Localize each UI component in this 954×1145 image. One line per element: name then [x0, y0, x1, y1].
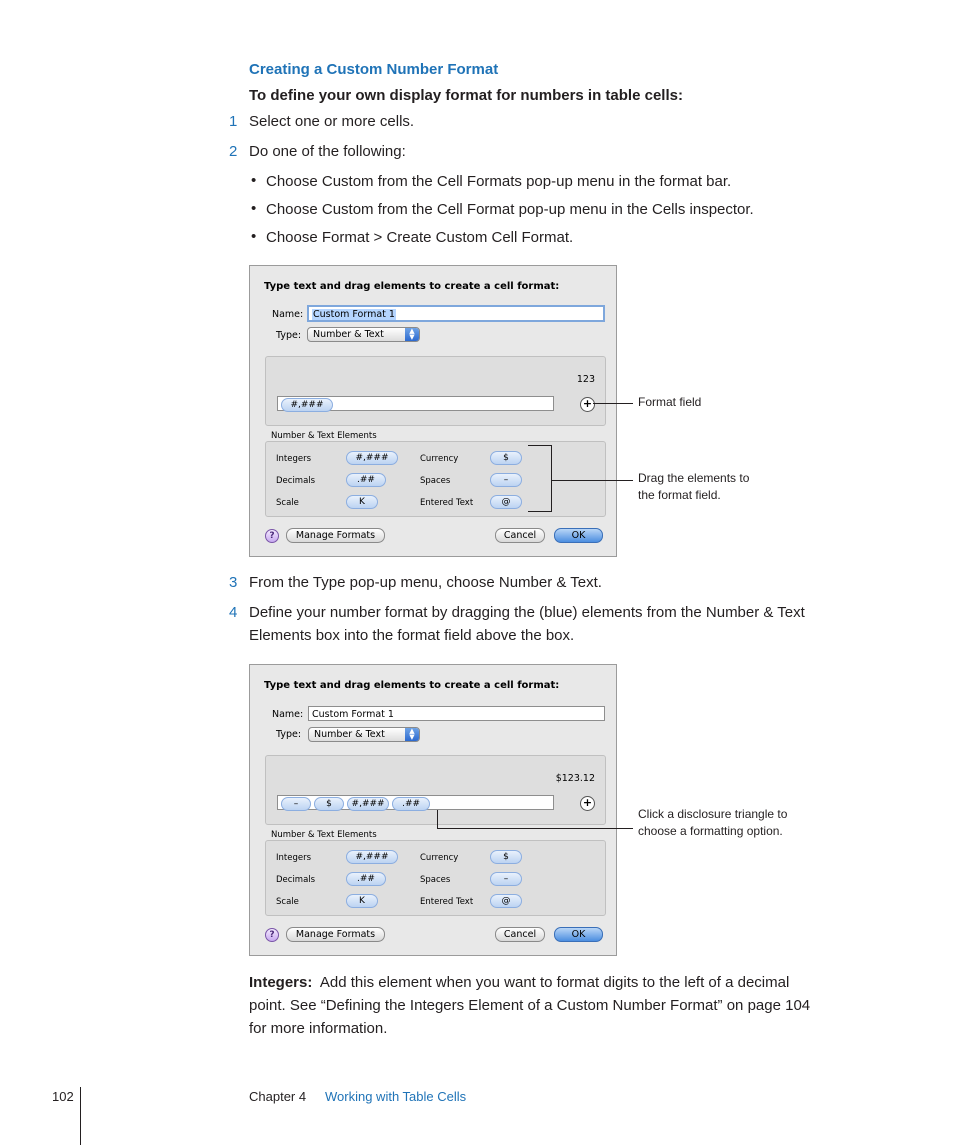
step-number: 1	[229, 113, 238, 130]
help-icon[interactable]: ?	[265, 529, 279, 543]
task-heading: To define your own display format for numbers in table cells:	[249, 87, 683, 104]
step-text: Elements box into the format field above the box.	[249, 627, 575, 644]
step-text: Define your number format by dragging the (blue) elements from the Number & Text	[249, 604, 805, 621]
spaces-token[interactable]: –	[490, 473, 522, 487]
format-field[interactable]	[277, 396, 554, 411]
popup-arrows-icon: ▲ ▼	[405, 728, 419, 741]
format-token[interactable]: –	[281, 797, 311, 811]
integers-token[interactable]: #,###	[346, 850, 398, 864]
step-number: 4	[229, 604, 238, 621]
manage-formats-button[interactable]: Manage Formats	[286, 927, 385, 942]
callout-bracket	[528, 445, 552, 446]
decimals-label: Decimals	[276, 476, 316, 486]
type-popup[interactable]	[308, 727, 420, 742]
bullet-text: Choose Custom from the Cell Format pop-up menu in the Cells inspector.	[266, 201, 754, 218]
add-plus-icon[interactable]: +	[580, 796, 595, 811]
integers-paragraph-line2: point. See “Defining the Integers Element of a Custom Number Format” on page 104	[249, 997, 811, 1014]
callout-disclosure-line1: Click a disclosure triangle to	[638, 807, 788, 821]
popup-arrows-icon: ▲ ▼	[405, 328, 419, 341]
step-number: 2	[229, 143, 238, 160]
cancel-button[interactable]: Cancel	[495, 927, 545, 942]
elements-box	[265, 441, 606, 517]
callout-leader-line	[437, 810, 438, 829]
section-heading: Creating a Custom Number Format	[249, 61, 499, 78]
callout-disclosure-line2: choose a formatting option.	[638, 824, 783, 838]
format-area	[265, 755, 606, 825]
scale-label: Scale	[276, 498, 299, 508]
currency-label: Currency	[420, 454, 459, 464]
dialog-title: Type text and drag elements to create a cell format:	[264, 281, 560, 292]
preview-value: 123	[576, 374, 595, 385]
bullet-marker: •	[251, 172, 257, 189]
help-icon[interactable]: ?	[265, 928, 279, 942]
manage-formats-button[interactable]: Manage Formats	[286, 528, 385, 543]
integers-label: Integers	[276, 454, 312, 464]
callout-leader-line	[437, 828, 633, 829]
ok-button[interactable]: OK	[554, 528, 603, 543]
format-area	[265, 356, 606, 426]
add-plus-icon[interactable]: +	[580, 397, 595, 412]
footer-divider	[80, 1087, 81, 1145]
spaces-token[interactable]: –	[490, 872, 522, 886]
format-field[interactable]	[277, 795, 554, 810]
scale-token[interactable]: K	[346, 495, 378, 509]
callout-leader-line	[551, 480, 633, 481]
bullet-text: Choose Format > Create Custom Cell Format.	[266, 229, 574, 246]
spaces-label: Spaces	[420, 875, 451, 885]
entered-text-token[interactable]: @	[490, 894, 522, 908]
dialog-title: Type text and drag elements to create a cell format:	[264, 680, 560, 691]
custom-format-dialog-1	[249, 265, 617, 557]
callout-drag-line1: Drag the elements to	[638, 471, 750, 485]
type-popup[interactable]	[307, 327, 420, 342]
step-text: From the Type pop-up menu, choose Number & Text.	[249, 574, 602, 591]
name-label: Name:	[272, 309, 304, 320]
callout-leader-line	[593, 403, 633, 404]
cancel-button[interactable]: Cancel	[495, 528, 545, 543]
bullet-text: Choose Custom from the Cell Formats pop-up menu in the format bar.	[266, 173, 732, 190]
scale-token[interactable]: K	[346, 894, 378, 908]
currency-token[interactable]: $	[490, 451, 522, 465]
decimals-token[interactable]: .##	[346, 872, 386, 886]
integers-paragraph-line3: for more information.	[249, 1020, 388, 1037]
type-value: Number & Text	[314, 729, 385, 740]
name-value: Custom Format 1	[313, 309, 395, 320]
name-field[interactable]	[308, 706, 605, 721]
elements-label: Number & Text Elements	[271, 830, 377, 840]
ok-button[interactable]: OK	[554, 927, 603, 942]
preview-value: $123.12	[555, 773, 595, 784]
format-token[interactable]: .##	[392, 797, 430, 811]
format-token[interactable]: #,###	[347, 797, 389, 811]
bullet-marker: •	[251, 200, 257, 217]
integers-paragraph-line1	[249, 971, 789, 994]
footer-chapter-title[interactable]: Working with Table Cells	[325, 1089, 467, 1104]
callout-bracket	[551, 445, 552, 512]
type-label: Type:	[276, 729, 302, 740]
name-label: Name:	[272, 709, 304, 720]
elements-label: Number & Text Elements	[271, 431, 377, 441]
bullet-marker: •	[251, 228, 257, 245]
type-label: Type:	[276, 330, 302, 341]
elements-box	[265, 840, 606, 916]
scale-label: Scale	[276, 897, 299, 907]
footer-chapter: Chapter 4	[249, 1089, 307, 1104]
entered-text-label: Entered Text	[420, 897, 474, 907]
integers-text: Add this element when you want to format digits to the left of a decimal	[319, 974, 790, 991]
entered-text-label: Entered Text	[420, 498, 474, 508]
name-field[interactable]	[307, 305, 605, 322]
step-text: Select one or more cells.	[249, 113, 415, 130]
currency-token[interactable]: $	[490, 850, 522, 864]
currency-label: Currency	[420, 853, 459, 863]
format-token[interactable]: $	[314, 797, 344, 811]
page-number: 102	[52, 1089, 74, 1104]
step-text: Do one of the following:	[249, 143, 406, 160]
spaces-label: Spaces	[420, 476, 451, 486]
callout-bracket	[528, 511, 552, 512]
integers-term: Integers:	[249, 974, 313, 991]
decimals-label: Decimals	[276, 875, 316, 885]
custom-format-dialog-2	[249, 664, 617, 956]
step-number: 3	[229, 574, 238, 591]
format-token[interactable]: #,###	[281, 398, 333, 412]
type-value: Number & Text	[313, 329, 384, 340]
callout-drag-line2: the format field.	[638, 488, 721, 502]
decimals-token[interactable]: .##	[346, 473, 386, 487]
callout-format-field: Format field	[638, 395, 702, 409]
entered-text-token[interactable]: @	[490, 495, 522, 509]
name-value: Custom Format 1	[312, 709, 394, 720]
integers-label: Integers	[276, 853, 312, 863]
integers-token[interactable]: #,###	[346, 451, 398, 465]
